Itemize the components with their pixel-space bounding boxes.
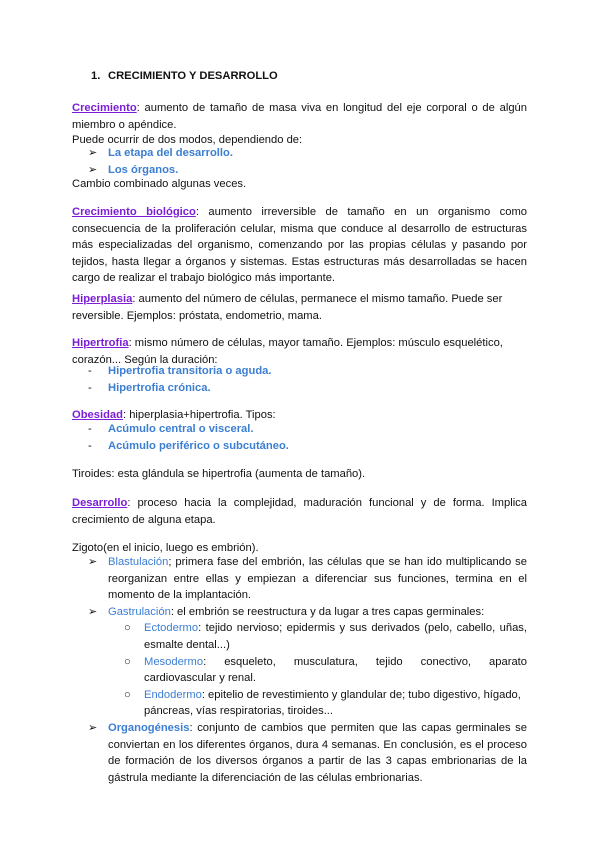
- circle-bullet-icon: ○: [124, 655, 131, 668]
- crecimiento-intro: Puede ocurrir de dos modos, dependiendo de:: [72, 134, 303, 146]
- obesidad-definition: : hiperplasia+hipertrofia. Tipos:: [122, 409, 276, 421]
- endodermo-term: Endodermo: [144, 688, 202, 701]
- dash-bullet-icon: -: [88, 423, 92, 435]
- list-item-organogenesis: [88, 720, 527, 786]
- biologico-definition: : aumento irreversible de tamaño en un organismo como consecuencia de la proliferación celular, misma que conduce al desarrollo de estructuras más especializadas del organismo, comenzando por las propias células y pasando por tejidos, hasta llegar a órganos y sistemas. Estas estructuras más desarrolladas se hacen cargo de realizar el trabajo biológico más importante.: [72, 206, 527, 285]
- section-heading: [91, 70, 278, 82]
- list-item-blastulacion: [88, 554, 527, 604]
- desarrollo-definition: : proceso hacia la complejidad, maduración funcional y de forma. Implica crecimiento de alguna etapa.: [72, 497, 527, 526]
- arrow-bullet-icon: ➢: [88, 605, 98, 618]
- list-item: [88, 363, 527, 380]
- biologico-paragraph: [72, 204, 527, 287]
- list-item: [88, 421, 527, 438]
- endodermo-text: : epitelio de revestimiento y glandular de; tubo digestivo, hígado, páncreas, vías respiratorias, tiroides...: [144, 688, 521, 718]
- desarrollo-term: Desarrollo: [72, 497, 128, 509]
- gastrulacion-term: Gastrulación: [108, 605, 171, 618]
- biologico-term: Crecimiento biológico: [72, 206, 196, 218]
- ectodermo-term: Ectodermo: [144, 622, 199, 635]
- list-item-mesodermo: [124, 654, 527, 687]
- obesidad-term: Obesidad: [72, 409, 123, 421]
- crecimiento-list: [72, 145, 527, 178]
- hipertrofia-definition: : mismo número de células, mayor tamaño. Ejemplos: músculo esquelético, corazón... Según la duración:: [72, 337, 503, 366]
- etapas-list: [72, 554, 527, 786]
- list-item-text: Hipertrofia transitoria o aguda.: [108, 365, 272, 377]
- section-title: CRECIMIENTO Y DESARROLLO: [108, 70, 278, 82]
- section-number: 1.: [91, 70, 101, 82]
- blastulacion-text: ; primera fase del embrión, las células que se han ido multiplicando se reorganizan entre ellas y empiezan a diferenciar sus funciones, termina en el momento de la implantación.: [108, 556, 527, 602]
- crecimiento-paragraph: [72, 100, 527, 133]
- arrow-bullet-icon: ➢: [88, 721, 98, 734]
- list-item-endodermo: [124, 687, 527, 720]
- list-item-text: Acúmulo periférico o subcutáneo.: [108, 439, 289, 452]
- dash-bullet-icon: -: [88, 381, 92, 394]
- organogenesis-term: Organogénesis: [108, 721, 190, 734]
- crecimiento-definition: : aumento de tamaño de masa viva en longitud del eje corporal o de algún miembro o apéndice.: [72, 102, 527, 131]
- desarrollo-paragraph: [72, 495, 527, 528]
- list-item: [88, 380, 527, 397]
- list-item-gastrulacion: [88, 604, 527, 621]
- circle-bullet-icon: ○: [124, 622, 131, 635]
- list-item-text: Hipertrofia crónica.: [108, 381, 211, 394]
- organogenesis-text: : conjunto de cambios que permiten que las capas germinales se conviertan en los diferentes órganos, dura 4 semanas. En conclusión, es el proceso de formación de los diversos órganos a partir de las 3 capas embrionarias de la gástrula mediante la diferenciación de las células embrionarias.: [108, 721, 527, 784]
- hiperplasia-term: Hiperplasia: [72, 293, 133, 305]
- list-item-text: Acúmulo central o visceral.: [108, 423, 254, 435]
- hipertrofia-term: Hipertrofia: [72, 337, 129, 349]
- zigoto-paragraph: Zigoto(en el inicio, luego es embrión).: [72, 542, 259, 554]
- arrow-bullet-icon: ➢: [88, 163, 98, 176]
- list-item-ectodermo: [124, 620, 527, 653]
- ectodermo-text: : tejido nervioso; epidermis y sus derivados (pelo, cabello, uñas, esmalte dental...): [144, 622, 527, 651]
- gastrulacion-text: : el embrión se reestructura y da lugar a tres capas germinales:: [170, 605, 485, 618]
- list-item: [88, 438, 527, 455]
- hipertrofia-list: [72, 363, 527, 396]
- mesodermo-text: : esqueleto, musculatura, tejido conectivo, aparato cardiovascular y renal.: [144, 655, 527, 685]
- list-item: [88, 145, 527, 162]
- hiperplasia-paragraph: [72, 291, 527, 324]
- arrow-bullet-icon: ➢: [88, 556, 98, 568]
- hiperplasia-definition: : aumento del número de células, permanece el mismo tamaño. Puede ser reversible. Ejemplos: próstata, endometrio, mama.: [72, 293, 503, 322]
- dash-bullet-icon: -: [88, 439, 92, 452]
- dash-bullet-icon: -: [88, 365, 92, 377]
- mesodermo-term: Mesodermo: [144, 655, 204, 668]
- arrow-bullet-icon: ➢: [88, 147, 98, 159]
- blastulacion-term: Blastulación: [108, 556, 169, 568]
- list-item-text: Los órganos.: [108, 163, 179, 176]
- tiroides-paragraph: Tiroides: esta glándula se hipertrofia (aumenta de tamaño).: [72, 468, 366, 480]
- list-item-text: La etapa del desarrollo.: [108, 147, 233, 159]
- circle-bullet-icon: ○: [124, 688, 131, 701]
- obesidad-list: [72, 421, 527, 454]
- crecimiento-term: Crecimiento: [72, 102, 137, 114]
- crecimiento-note: Cambio combinado algunas veces.: [72, 178, 247, 190]
